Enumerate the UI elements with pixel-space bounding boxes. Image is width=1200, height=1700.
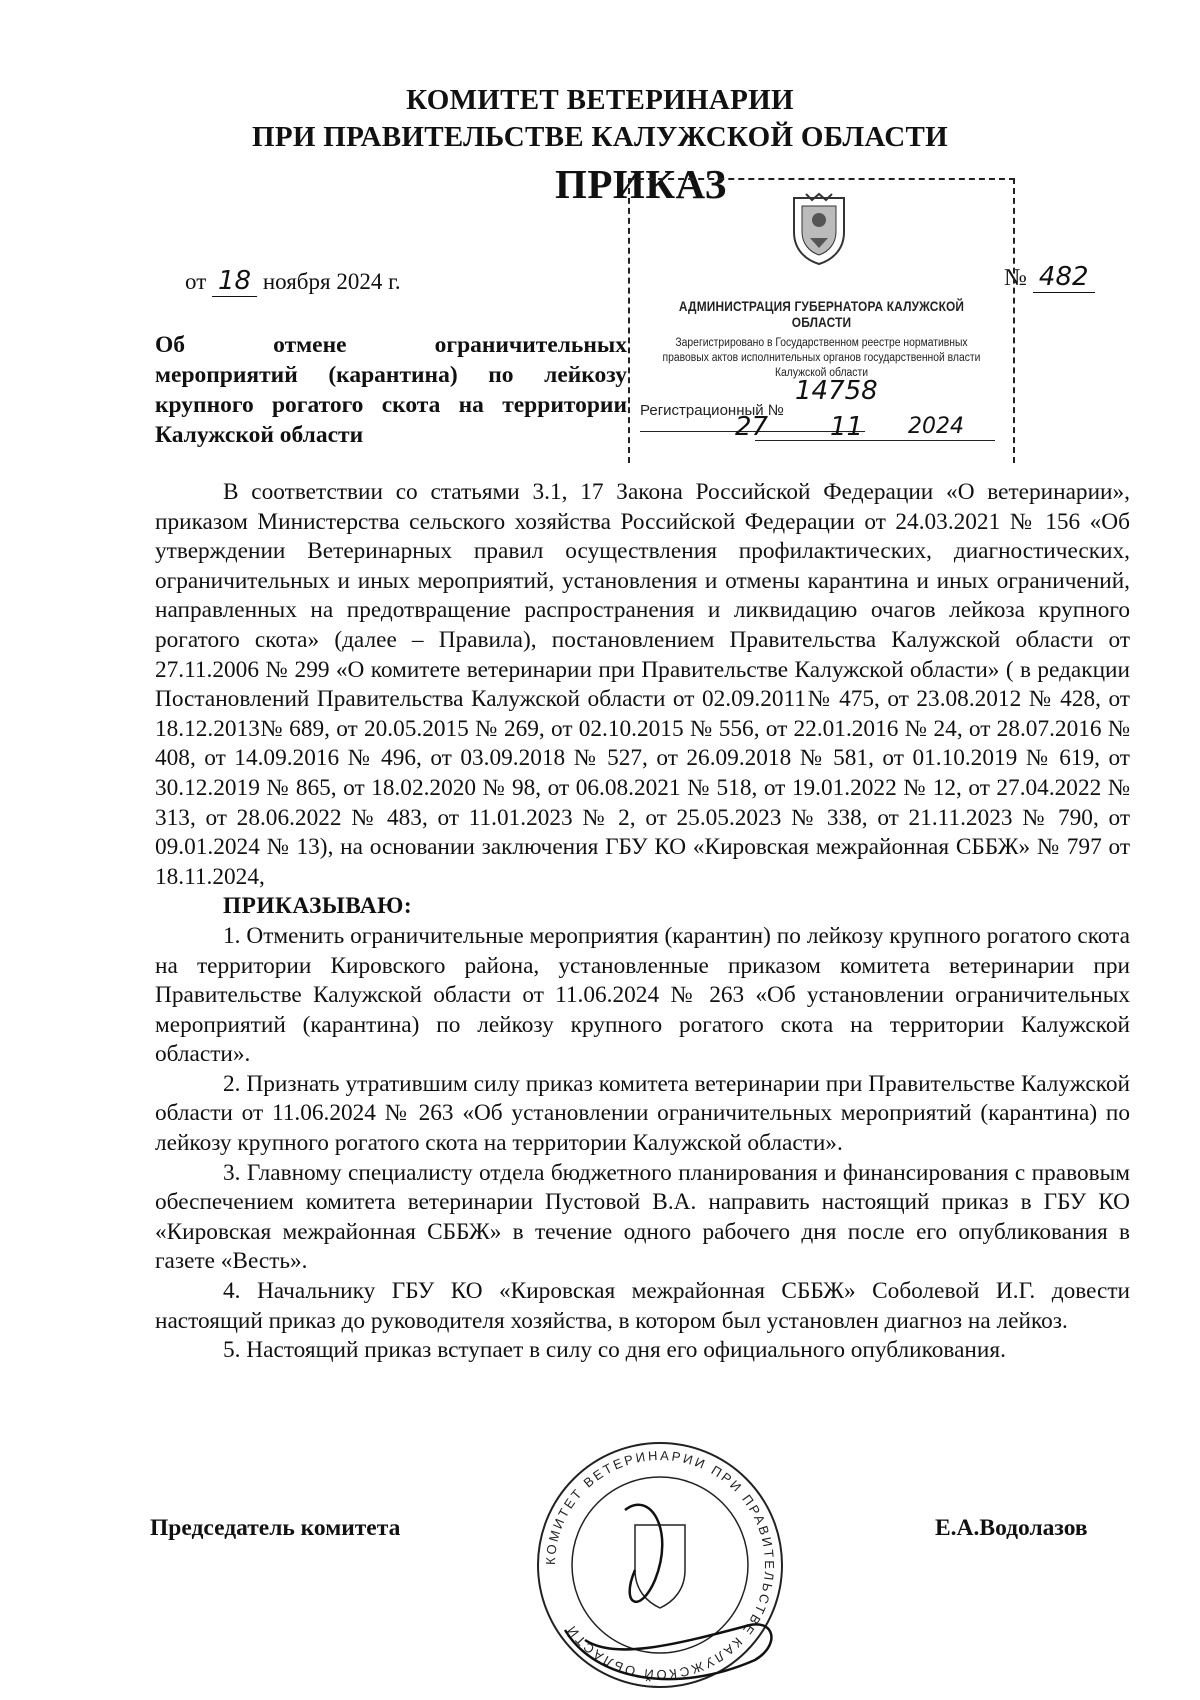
stamp-note <box>660 336 983 381</box>
order-item-1: 1. Отменить ограничительные мероприятия (карантин) по лейкозу крупного рогатого скота на территории Кировского района, установленные приказом комитета ветеринарии при Правительстве Калужской области от 11.06.2024 № 263 «Об установлении ограничительных мероприятий (карантина) по лейкозу крупного рогатого скота на территории Калужской области». <box>155 922 1130 1068</box>
stamp-note-line: Зарегистрировано в Государственном реестре нормативных <box>675 337 968 349</box>
stamp-reg-month: 11 <box>830 412 864 442</box>
stamp-reg-number: 14758 <box>795 376 878 406</box>
number-label: № <box>1004 265 1027 291</box>
date-day: 18 <box>212 266 257 297</box>
date-prefix: от <box>185 269 207 294</box>
order-item-4: 4. Начальнику ГБУ КО «Кировская межрайонная СББЖ» Соболевой И.Г. довести настоящий приказ до руководителя хозяйства, в котором был установлен диагноз на лейкоз. <box>155 1278 1130 1334</box>
number-value: 482 <box>1033 262 1095 293</box>
official-seal-icon <box>525 1430 795 1700</box>
date-rest: ноября 2024 г. <box>262 269 401 294</box>
stamp-note-line: правовых актов исполнительных органов государственной власти <box>662 352 981 364</box>
order-word: ПРИКАЗЫВАЮ: <box>223 893 413 920</box>
coat-of-arms-icon <box>788 192 850 266</box>
order-item-3: 3. Главному специалисту отдела бюджетного планирования и финансирования с правовым обеспечением комитета ветеринарии Пустовой В.А. направить настоящий приказ в ГБУ КО «Кировская межрайонная СББЖ» в течение одного рабочего дня после его опубликования в газете «Весть». <box>155 1159 1130 1275</box>
order-item-5: 5. Настоящий приказ вступает в силу со дня его официального опубликования. <box>223 1337 1006 1364</box>
issuer-header <box>0 82 1200 156</box>
stamp-reg-label: Регистрационный № <box>640 402 784 419</box>
order-item-2: 2. Признать утратившим силу приказ комитета ветеринарии при Правительстве Калужской области от 11.06.2024 № 263 «Об установлении ограничительных мероприятий (карантина) по лейкозу крупного рогатого скота на территории Калужской области». <box>155 1070 1130 1157</box>
seal-text: КОМИТЕТ ВЕТЕРИНАРИИ ПРИ ПРАВИТЕЛЬСТВЕ КАЛУЖСКОЙ ОБЛАСТИ <box>542 1447 778 1683</box>
order-number <box>1004 262 1095 292</box>
subject-line: крупного рогатого скота на территории <box>155 392 627 418</box>
subject-line: Об отмене ограничительных <box>155 332 627 358</box>
stamp-note-line: Калужской области <box>774 367 868 379</box>
signatory-name: Е.А.Водолазов <box>935 1515 1088 1541</box>
issuer-line-2: ПРИ ПРАВИТЕЛЬСТВЕ КАЛУЖСКОЙ ОБЛАСТИ <box>252 121 948 153</box>
order-subject <box>155 330 627 450</box>
order-body <box>155 478 1130 1366</box>
preamble-paragraph: В соответствии со статьями 3.1, 17 Закона Российской Федерации «О ветеринарии», приказом Министерства сельского хозяйства Российской Федерации от 24.03.2021 № 156 «Об утверждении Ветеринарных правил осуществления профилактических, диагностических, ограничительных и иных мероприятий, установления и отмены карантина и иных ограничений, направленных на предотвращение распространения и ликвидацию очагов лейкоза крупного рогатого скота» (далее – Правила), постановлением Правительства Калужской области от 27.11.2006 № 299 «О комитете ветеринарии при Правительстве Калужской области» ( в редакции Постановлений Правительства Калужской области от 02.09.2011№ 475, от 23.08.2012 № 428, от 18.12.2013№ 689, от 20.05.2015 № 269, от 02.10.2015 № 556, от 22.01.2016 № 24, от 28.07.2016 № 408, от 14.09.2016 № 496, от 03.09.2018 № 527, от 26.09.2018 № 581, от 01.10.2019 № 619, от 30.12.2019 № 865, от 18.02.2020 № 98, от 06.08.2021 № 518, от 19.01.2022 № 12, от 27.04.2022 № 313, от 28.06.2022 № 483, от 11.01.2023 № 2, от 25.05.2023 № 338, от 21.11.2023 № 790, от 09.01.2024 № 13), на основании заключения ГБУ КО «Кировская межрайонная СББЖ» № 797 от 18.11.2024, <box>155 479 1130 890</box>
registration-stamp <box>628 178 1015 463</box>
stamp-date-underline <box>755 440 995 441</box>
stamp-reg-day: 27 <box>735 412 769 442</box>
order-date <box>185 266 401 296</box>
stamp-reg-year: 2024 <box>908 414 964 439</box>
issuer-line-1: КОМИТЕТ ВЕТЕРИНАРИИ <box>406 84 794 116</box>
document-type: ПРИКАЗ <box>555 161 727 207</box>
subject-line: Калужской области <box>155 422 364 448</box>
signatory-position: Председатель комитета <box>150 1515 401 1541</box>
stamp-title: АДМИНИСТРАЦИЯ ГУБЕРНАТОРА КАЛУЖСКОЙ ОБЛАСТИ <box>678 298 965 330</box>
subject-line: мероприятий (карантина) по лейкозу <box>155 362 627 388</box>
